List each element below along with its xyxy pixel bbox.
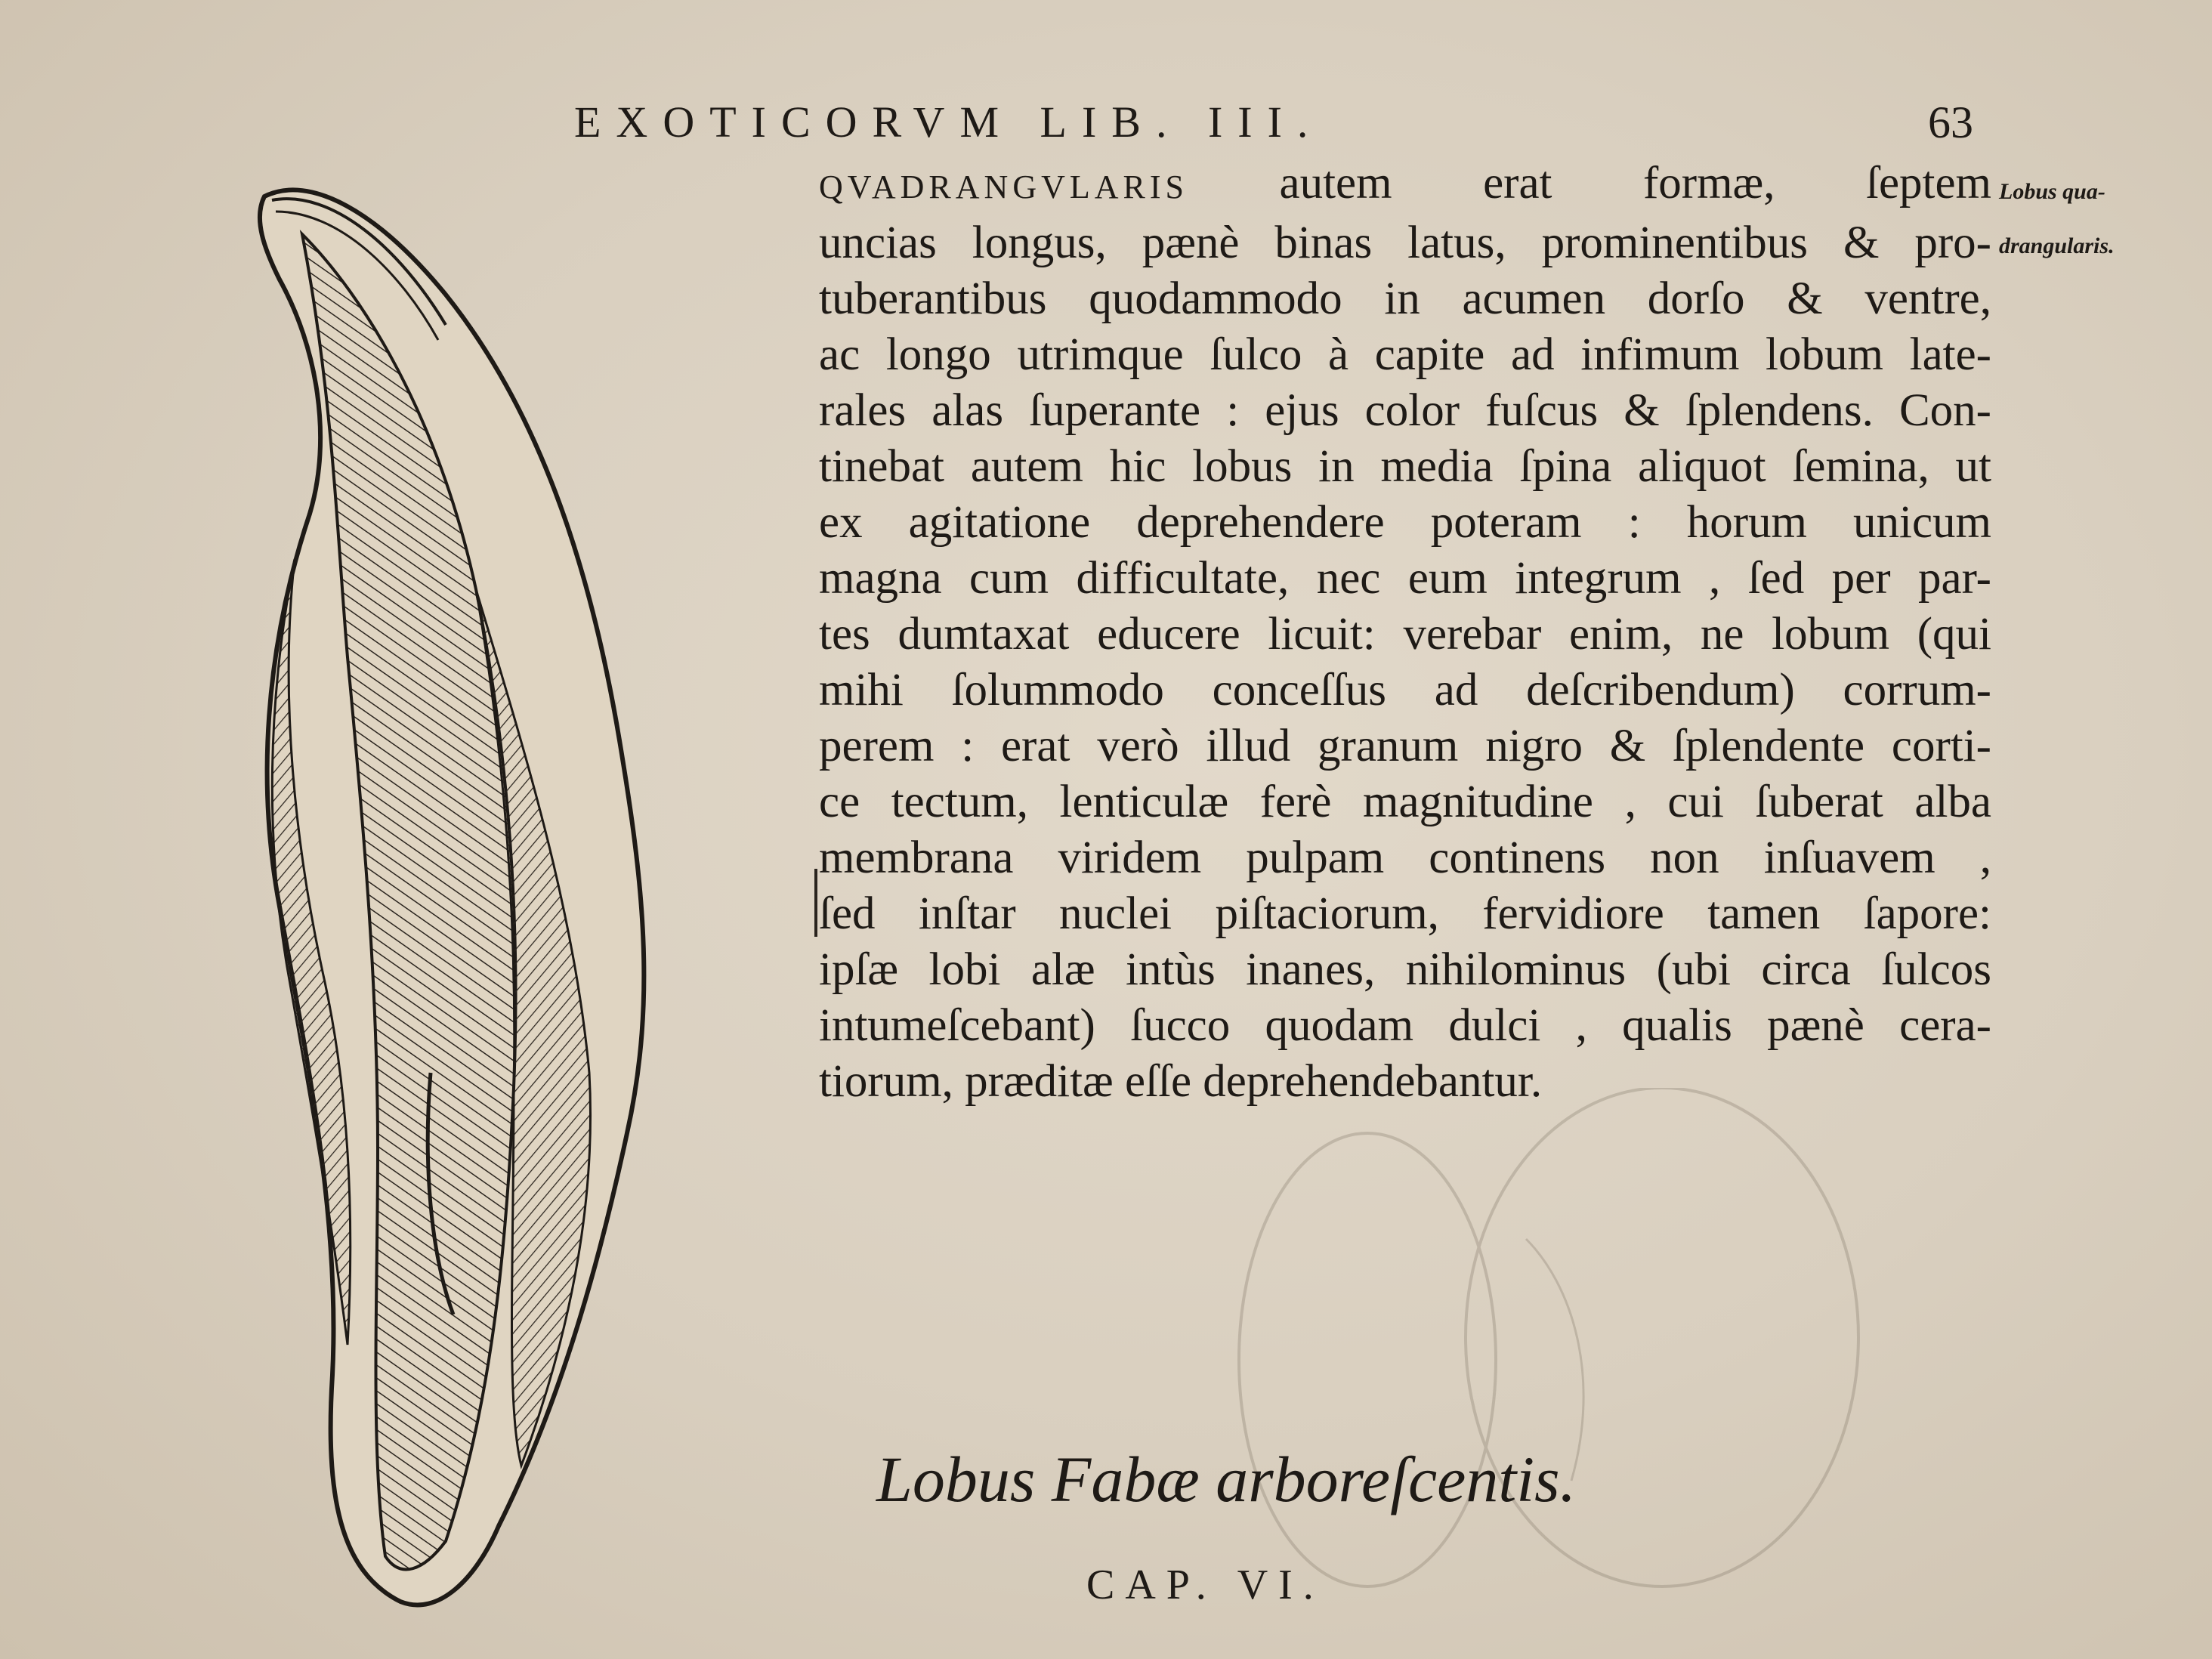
text-line: perem : erat verò illud granum nigro & ſplendente corti-	[819, 721, 1991, 771]
text-line-fragment: autem erat formæ, ſeptem	[1188, 158, 1991, 209]
marginal-rule-mark	[814, 869, 817, 937]
margin-note-line: Lobus qua-	[1999, 179, 2105, 204]
show-through-illustration	[1179, 1088, 1919, 1632]
text-line: rales alas ſuperante : ejus color fuſcus & ſplendens. Con-	[819, 385, 1991, 436]
margin-note	[1999, 165, 2203, 273]
text-line: ſed inſtar nuclei piſtaciorum, fervidiore tamen ſapore:	[819, 888, 1991, 939]
chapter-title: Lobus Fabæ arboreſcentis.	[876, 1443, 1577, 1515]
text-line: tuberantibus quodammodo in acumen dorſo & ventre,	[819, 273, 1991, 324]
text-line: mihi ſolummodo conceſſus ad deſcribendum) corrum-	[819, 665, 1991, 715]
text-line: tiorum, præditæ eſſe deprehendebantur.	[819, 1056, 1543, 1107]
text-line	[819, 156, 1991, 215]
text-line: ac longo utrimque ſulco à capite ad infimum lobum late-	[819, 329, 1991, 380]
text-line: membrana viridem pulpam continens non inſuavem ,	[819, 833, 1991, 883]
opening-word: QVADRANGVLARIS	[819, 168, 1189, 205]
margin-note-line: drangularis.	[1999, 233, 2115, 258]
text-line: tes dumtaxat educere licuit: verebar enim, ne lobum (qui	[819, 609, 1991, 660]
text-line: ipſæ lobi alæ intùs inanes, nihilominus (ubi circa ſulcos	[819, 944, 1991, 995]
text-line: magna cum difficultate, nec eum integrum , ſed per par-	[819, 553, 1991, 604]
text-line: ex agitatione deprehendere poteram : horum unicum	[819, 497, 1991, 548]
page-number: 63	[1928, 97, 1973, 147]
text-line: intumeſcebant) ſucco quodam dulci , qualis pænè cera-	[819, 1000, 1991, 1051]
body-paragraph	[819, 156, 1991, 1110]
text-line: uncias longus, pænè binas latus, prominentibus & pro-	[819, 218, 1991, 268]
text-line: ce tectum, lenticulæ ferè magnitudine , cui ſuberat alba	[819, 777, 1991, 827]
running-header: EXOTICORVM LIB. III.	[574, 97, 1324, 147]
pod-woodcut-illustration	[249, 166, 778, 1639]
chapter-number: CAP. VI.	[1086, 1562, 1324, 1608]
text-line: tinebat autem hic lobus in media ſpina aliquot ſemina, ut	[819, 441, 1991, 492]
